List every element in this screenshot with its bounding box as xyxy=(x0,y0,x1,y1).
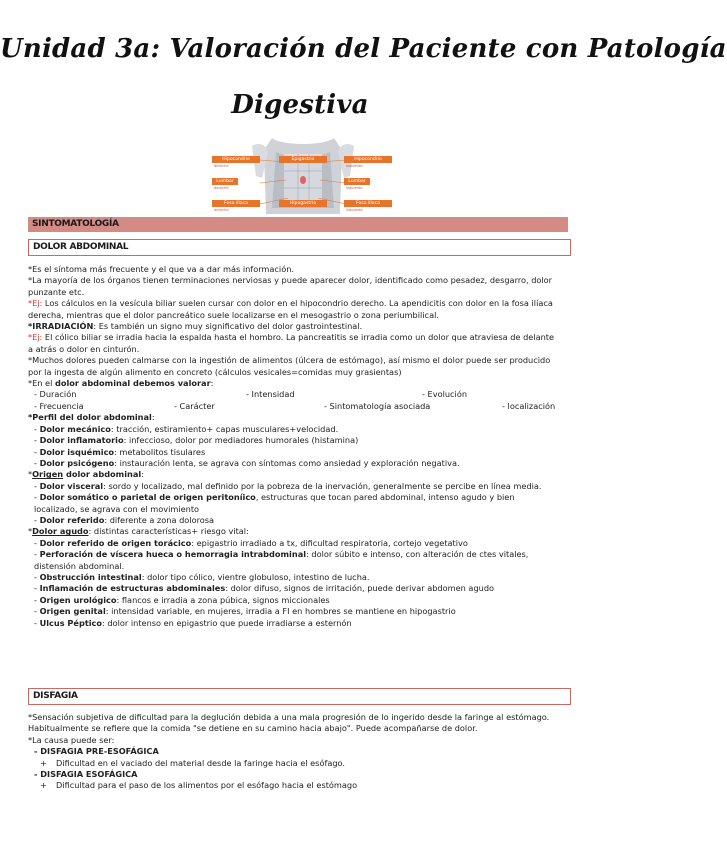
disfagia-pre-item: + Dificultad en el vaciado del material desde la faringe hacia el esófago. xyxy=(40,757,346,768)
perfil-item: - Dolor inflamatorio: infeccioso, dolor por mediadores humorales (histamina) xyxy=(34,435,359,446)
plus-bullet-icon: + xyxy=(40,780,47,791)
disfagia-p1: *Sensación subjetiva de dificultad para la deglución debida a una mala progresión de lo ingerido desde la faringe al estómago. Habitualmente se refiere que la comida "se detiene en su camino hacia abajo". Puede acompañarse de dolor. xyxy=(28,712,550,734)
label-hipogastrio: Hipogastrio xyxy=(279,200,327,207)
sublabel-fosa-iliaca-izquierda: izquierda xyxy=(346,208,363,212)
disfagia-eso-item: + Dificultad para el paso de los alimentos por el esófago hacia el estómago xyxy=(40,780,358,791)
agudo-item: - Inflamación de estructuras abdominales: dolor difuso, signos de irritación, puede derivar abdomen agudo xyxy=(34,583,495,594)
ej-label: *Ej: xyxy=(28,298,43,309)
origen-heading: *Origen dolor abdominal: xyxy=(28,469,144,480)
ej-label: *Ej: xyxy=(28,332,43,343)
perfil-item: - Dolor psicógeno: instauración lenta, se agrava con síntomas como ansiedad y exploración negativa. xyxy=(34,457,460,468)
agudo-heading: *Dolor agudo: distintas características+ riesgo vital: xyxy=(28,526,249,537)
agudo-item: - Origen genital: intensidad variable, en mujeres, irradia a FI en hombres se mantiene en hipogastrio xyxy=(34,606,456,617)
perfil-heading: *Perfil del dolor abdominal: xyxy=(28,412,155,423)
dolor-p5: *Ej: El cólico biliar se irradia hacia la espalda hasta el hombro. La pancreatitis se irradia como un dolor que atraviesa de delante a atrás o dolor en cinturón. xyxy=(28,332,555,354)
sublabel-hipocondrio-derecho: derecho xyxy=(214,164,229,168)
sublabel-lumbar-derecho: derecho xyxy=(214,186,229,190)
origen-item: - Dolor somático o parietal de origen peritoníico, estructuras que tocan pared abdominal, intenso agudo y bien localizado, se agrava con el movimiento xyxy=(34,492,515,514)
disfagia-p2: *La causa puede ser: xyxy=(28,734,115,745)
dolor-p7: *En el dolor abdominal debemos valorar: xyxy=(28,378,214,389)
sublabel-lumbar-izquierdo: izquierdo xyxy=(346,186,363,190)
disfagia-content xyxy=(28,712,556,792)
dolor-abdominal-content xyxy=(28,264,556,629)
disfagia-eso-title: - DISFAGIA ESOFÁGICA xyxy=(34,769,138,780)
section-dolor-abdominal: DOLOR ABDOMINAL xyxy=(28,239,571,256)
label-lumbar-izquierdo: Lumbar xyxy=(344,178,370,185)
sublabel-fosa-iliaca-derecha: derecha xyxy=(214,208,229,212)
dolor-p1: *Es el síntoma más frecuente y el que va a dar más información. xyxy=(28,264,294,274)
perfil-item: - Dolor isquémico: metabolitos tisulares xyxy=(34,446,206,457)
agudo-item: - Origen urológico: flancos e irradia a zona púbica, signos miccionales xyxy=(34,594,330,605)
dolor-p6: *Muchos dolores pueden calmarse con la ingestión de alimentos (úlcera de estómago), así mismo el dolor puede ser producido por la ingesta de algún alimento en concreto (cálculos vesicales=comidas muy grasientas) xyxy=(28,355,551,377)
label-fosa-iliaca-derecha: Fosa ilíaca xyxy=(212,200,260,207)
label-epigastrio: Epigastrio xyxy=(279,156,327,163)
perfil-item: - Dolor mecánico: tracción, estiramiento+ capas musculares+velocidad. xyxy=(34,423,339,434)
abdominal-regions-figure xyxy=(212,138,394,214)
dolor-p2: *La mayoría de los órganos tienen terminaciones nerviosas y puede aparecer dolor, identificado como pesadez, desgarro, dolor punzante etc. xyxy=(28,275,553,297)
label-fosa-iliaca-izquierda: Fosa ilíaca xyxy=(344,200,392,207)
agudo-item: - Perforación de víscera hueca o hemorragia intrabdominal: dolor súbito e intenso, con alteración de ctes vitales, distensión abdominal. xyxy=(34,549,529,571)
plus-bullet-icon: + xyxy=(40,757,47,768)
valorar-row1: - Duración - Intensidad - Evolución xyxy=(34,389,468,400)
section-disfagia: DISFAGIA xyxy=(28,688,571,705)
label-hipocondrio-derecho: Hipocondrio xyxy=(212,156,260,163)
document-title-line2: Digestiva xyxy=(231,90,369,120)
dolor-p3: *Ej: Los cálculos en la vesícula biliar suelen cursar con dolor en el hipocondrio derecho. La apendicitis con dolor en la fosa ilíaca derecha, mientras que el dolor pancreático suele localizarse en el mesogastrio o zona periumbilical. xyxy=(28,298,553,320)
label-lumbar-derecho: Lumbar xyxy=(212,178,238,185)
label-hipocondrio-izquierdo: Hipocondrio xyxy=(344,156,392,163)
origen-item: - Dolor visceral: sordo y localizado, mal definido por la pobreza de la inervación, generalmente se percibe en línea media. xyxy=(34,480,542,491)
sublabel-hipocondrio-izquierdo: izquierdo xyxy=(346,164,363,168)
document-title-line1: Unidad 3a: Valoración del Paciente con Patología xyxy=(0,34,727,64)
disfagia-pre-title: - DISFAGIA PRE-ESOFÁGICA xyxy=(34,746,159,757)
dolor-p4: *IRRADIACIÓN: Es también un signo muy significativo del dolor gastrointestinal. xyxy=(28,321,363,332)
agudo-item: - Dolor referido de origen torácico: epigastrio irradiado a tx, dificultad respiratoria, cortejo vegetativo xyxy=(34,537,468,548)
agudo-item: - Ulcus Péptico: dolor intenso en epigastrio que puede irradiarse a esternón xyxy=(34,617,352,628)
valorar-row2: - Frecuencia - Carácter - Sintomatología asociada - localización xyxy=(34,400,556,411)
agudo-item: - Obstrucción intestinal: dolor tipo cólico, vientre globuloso, intestino de lucha. xyxy=(34,571,370,582)
origen-item: - Dolor referido: diferente a zona dolorosa xyxy=(34,514,215,525)
section-sintomatologia: SINTOMATOLOGÍA xyxy=(28,217,568,232)
